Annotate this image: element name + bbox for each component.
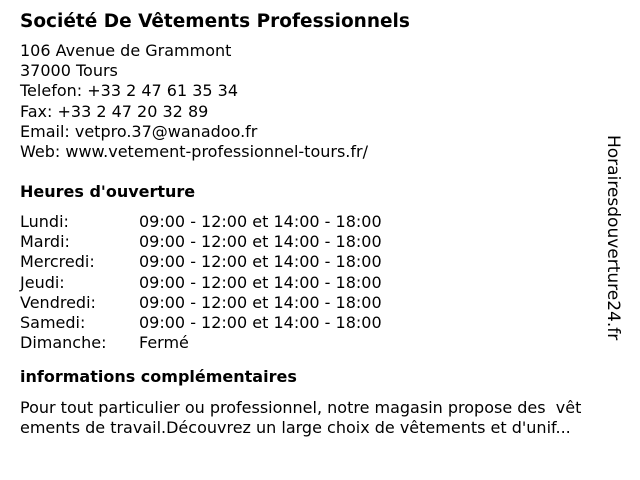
hours-time: Fermé [139,332,189,352]
address-line-street: 106 Avenue de Grammont [20,41,232,60]
hours-day: Vendredi: [20,292,96,312]
hours-row [20,252,620,272]
business-name: Société De Vêtements Professionnels [20,11,410,32]
hours-time: 09:00 - 12:00 et 14:00 - 18:00 [139,232,382,252]
hours-day: Mercredi: [20,252,95,272]
hours-table [20,212,620,353]
hours-day: Mardi: [20,232,70,252]
phone-number: Telefon: +33 2 47 61 35 34 [20,81,239,101]
info-description-line: Pour tout particulier ou professionnel, notre magasin propose des vêt [20,397,582,417]
website-url: Web: www.vetement-professionnel-tours.fr/ [20,142,368,162]
site-watermark: Horairesdouverture24.fr [603,135,623,341]
contact-block [20,41,620,162]
address-line-city: 37000 Tours [20,61,118,81]
hours-day: Lundi: [20,212,69,232]
hours-day: Jeudi: [20,272,65,292]
hours-row [20,313,620,333]
hours-time: 09:00 - 12:00 et 14:00 - 18:00 [139,212,382,232]
hours-row [20,273,620,293]
hours-time: 09:00 - 12:00 et 14:00 - 18:00 [139,292,382,312]
hours-time: 09:00 - 12:00 et 14:00 - 18:00 [139,272,382,292]
hours-heading: Heures d'ouverture [20,182,196,202]
hours-row [20,333,620,353]
hours-time: 09:00 - 12:00 et 14:00 - 18:00 [139,312,382,332]
info-description [20,398,620,439]
hours-row [20,212,620,232]
hours-day: Dimanche: [20,332,107,352]
hours-row [20,232,620,252]
info-description-line: ements de travail.Découvrez un large choix de vêtements et d'unif... [20,418,571,438]
info-heading: informations complémentaires [20,366,297,386]
hours-day: Samedi: [20,312,86,332]
hours-row [20,293,620,313]
fax-number: Fax: +33 2 47 20 32 89 [20,101,209,121]
hours-time: 09:00 - 12:00 et 14:00 - 18:00 [139,252,382,272]
email-address: Email: vetpro.37@wanadoo.fr [20,121,258,141]
business-card [20,10,620,439]
